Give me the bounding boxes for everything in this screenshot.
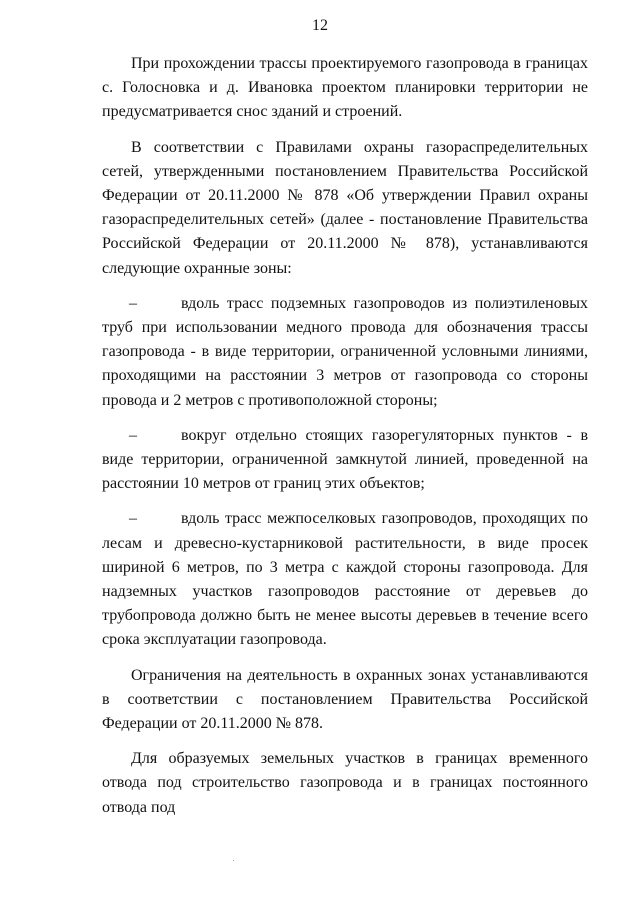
list-item-gas-regulator-points (102, 424, 588, 497)
paragraph-land-plots: Для образуемых земельных участков в границах временного отвода под строительство газопровода и в границах постоянного отвода под (102, 750, 588, 816)
list-item-text: вокруг отдельно стоящих газорегуляторных пунктов - в виде территории, ограниченной замкнутой линией, проведенной на расстоянии 10 метров от границ этих объектов; (102, 426, 588, 493)
list-dash: – (129, 294, 137, 312)
list-item-underground-pipelines (102, 292, 588, 413)
list-item-intersettlement-pipelines (102, 507, 588, 652)
paragraph-protection-rules: В соответствии с Правилами охраны газораспределительных сетей, утвержденными постановлением Правительства Российской Федерации от 20.11.2000 № 878 «Об утверждении Правил охраны газораспределительных сетей» (далее - постановление Правительства Российской Федерации от 20.11.2000 № 878), устанавливаются следующие охранные зоны: (102, 138, 588, 277)
paragraph-restrictions: Ограничения на деятельность в охранных зонах устанавливаются в соответствии с постановлением Правительства Российской Федерации от 20.11.2000 № 878. (102, 666, 588, 733)
paragraph-gas-pipeline-route: При прохождении трассы проектируемого газопровода в границах с. Голосновка и д. Ивановка проектом планировки территории не предусматривается снос зданий и строений. (102, 55, 588, 121)
list-item-text: вдоль трасс межпоселковых газопроводов, проходящих по лесам и древесно-кустарниковой растительности, в виде просек шириной 6 метров, по 3 метра с каждой стороны газопровода. Для надземных участков газопроводов расстояние от деревьев до трубопровода должно быть не менее высоты деревьев в течение всего срока эксплуатации газопровода. (102, 510, 588, 649)
document-body (102, 52, 588, 820)
list-dash: – (129, 510, 137, 528)
list-dash: – (129, 426, 137, 444)
page-number: 12 (312, 17, 328, 34)
scan-speck (233, 860, 234, 861)
list-item-text: вдоль трасс подземных газопроводов из полиэтиленовых труб при использовании медного провода для обозначения трассы газопровода - в виде территории, ограниченной условными линиями, проходящими на расстоянии 3 метров от газопровода со стороны провода и 2 метров с противоположной стороны; (102, 294, 588, 409)
